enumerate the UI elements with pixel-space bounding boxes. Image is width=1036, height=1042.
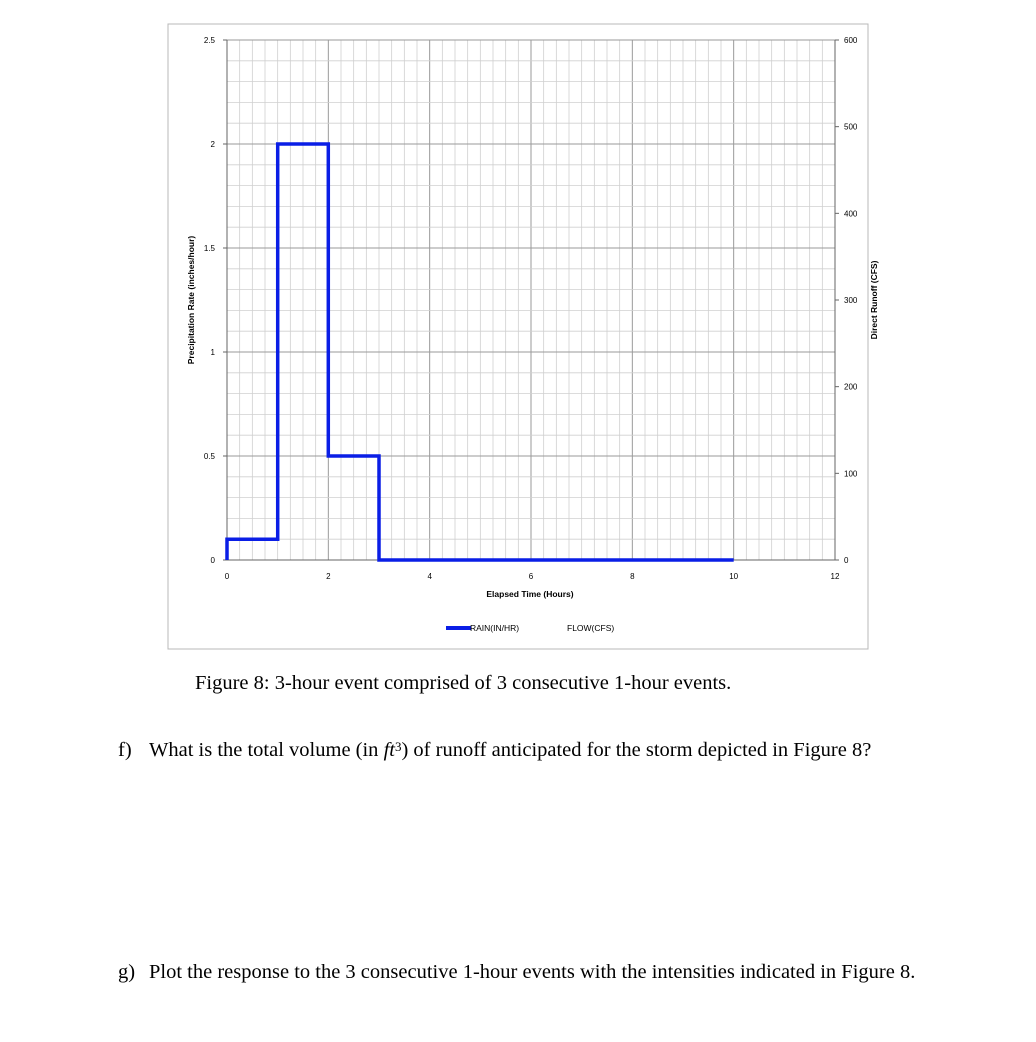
x-tick-label: 8 [630, 572, 635, 581]
question-g [118, 958, 1013, 987]
y-tick-label: 2.5 [203, 36, 215, 45]
question-f-after: ) of runoff anticipated for the storm depicted in Figure 8? [401, 739, 872, 761]
y2-axis-title: Direct Runoff (CFS) [869, 260, 879, 340]
y2-tick-label: 0 [844, 556, 849, 565]
question-g-text: Plot the response to the 3 consecutive 1-hour events with the intensities indicated in Figure 8. [149, 961, 916, 983]
y-tick-label: 1.5 [203, 244, 215, 253]
x-tick-label: 12 [830, 572, 840, 581]
x-tick-label: 0 [224, 572, 230, 581]
x-tick-label: 4 [427, 572, 432, 581]
y2-tick-label: 200 [844, 382, 858, 392]
question-f-exp: 3 [394, 739, 402, 754]
y-tick-label: 0.5 [203, 452, 215, 461]
question-f-text [149, 736, 1013, 765]
figure-caption: Figure 8: 3-hour event comprised of 3 consecutive 1-hour events. [195, 672, 732, 694]
y2-tick-label: 600 [844, 36, 858, 45]
legend-rain-label: RAIN(IN/HR) [470, 623, 520, 633]
question-f-var: ft [383, 739, 395, 761]
y-axis-title: Precipitation Rate (inches/hour) [186, 235, 196, 365]
legend-flow-label: FLOW(CFS) [567, 623, 615, 633]
y2-tick-label: 100 [844, 469, 858, 479]
question-g-label: g) [118, 961, 136, 983]
question-f [118, 736, 1013, 765]
x-axis-title: Elapsed Time (Hours) [486, 589, 574, 599]
y2-tick-label: 400 [844, 209, 858, 219]
x-tick-label: 6 [528, 572, 534, 581]
question-f-label: f) [118, 739, 132, 761]
y2-tick-label: 500 [844, 122, 858, 132]
x-tick-label: 10 [729, 572, 739, 581]
y-tick-label: 0 [210, 556, 215, 565]
y2-tick-label: 300 [844, 296, 858, 305]
question-f-before: What is the total volume (in [149, 739, 384, 761]
y-tick-label: 1 [210, 348, 215, 357]
x-tick-label: 2 [326, 572, 331, 581]
y-tick-label: 2 [210, 140, 215, 149]
